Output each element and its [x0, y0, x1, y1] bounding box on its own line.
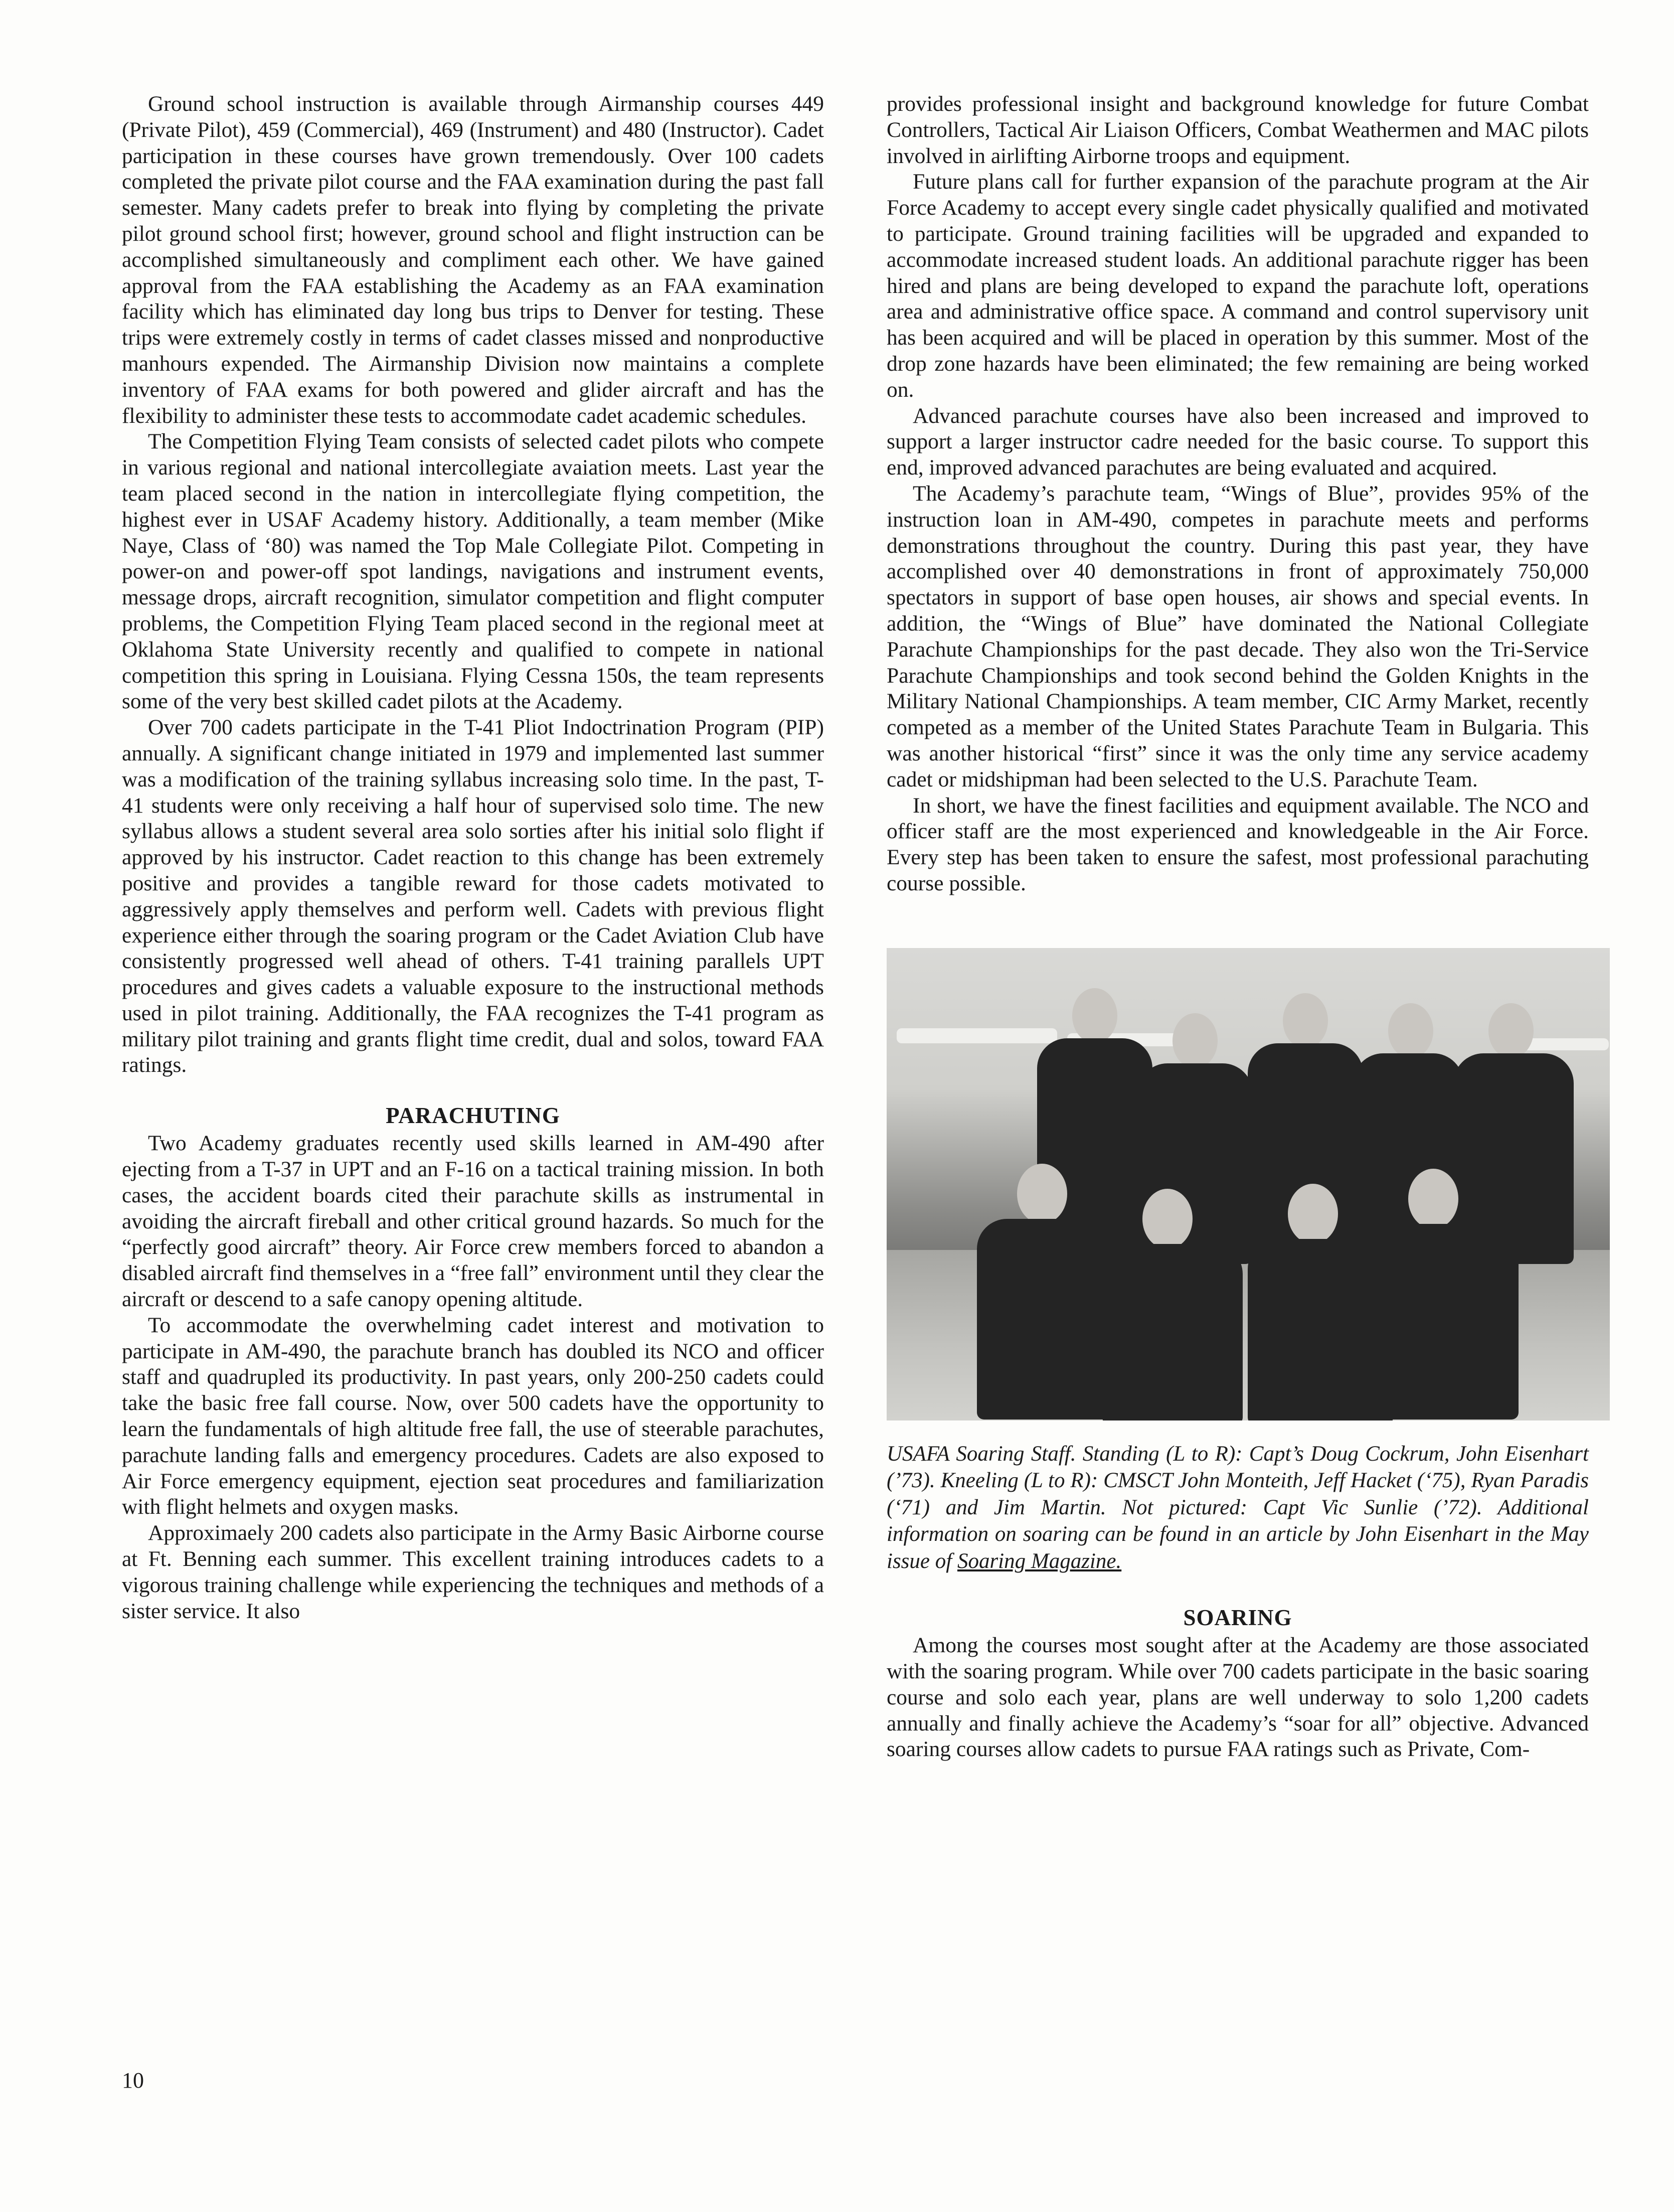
body-paragraph: provides professional insight and background knowledge for future Combat Controllers, Tactical Air Liaison Officers, Combat Weathermen and MAC pilots involved in airlifting Airborne troops and equipment. [887, 92, 1589, 168]
right-column [887, 91, 1589, 1763]
body-paragraph: The Academy’s parachute team, “Wings of Blue”, provides 95% of the instruction loan in AM-490, competes in parachute meets and performs demonstrations throughout the country. During this past year, they have accomplished over 40 demonstrations in front of approximately 750,000 spectators in support of base open houses, air shows and special events. In addition, the “Wings of Blue” have dominated the National Collegiate Parachute Championships for the past decade. They also won the Tri-Service Parachute Championships and took second behind the Golden Knights in the Military National Championships. A team member, CIC Army Market, recently competed as a member of the United States Parachute Team in Bulgaria. This was another historical “first” since it was the only time any service academy cadet or midshipman had been selected to the U.S. Parachute Team. [887, 481, 1589, 792]
magazine-title: Soaring Magazine. [957, 1549, 1122, 1573]
body-paragraph: The Competition Flying Team consists of selected cadet pilots who compete in various regional and national intercollegiate avaiation meets. Last year the team placed second in the nation in intercollegiate flying competition, the highest ever in USAF Academy history. Additionally, a team member (Mike Naye, Class of ‘80) was named the Top Male Collegiate Pilot. Competing in power-on and power-off spot landings, navigations and instrument events, message drops, aircraft recognition, simulator competition and flight computer problems, the Competition Flying Team placed second in the regional meet at Oklahoma State University recently and qualified to compete in national competition this spring in Louisiana. Flying Cessna 150s, the team represents some of the very best skilled cadet pilots at the Academy. [122, 429, 824, 714]
photo-caption [887, 1441, 1589, 1575]
soaring-staff-photo [887, 948, 1610, 1420]
body-paragraph: To accommodate the overwhelming cadet interest and motivation to participate in AM-490, the parachute branch has doubled its NCO and officer staff and quadrupled its productivity. In past years, only 200-250 cadets could take the basic free fall course. Now, over 500 cadets have the opportunity to learn the fundamentals of high altitude free fall, the use of steerable parachutes, parachute landing falls and emergency procedures. Cadets are also exposed to Air Force emergency equipment, ejection seat procedures and familiarization with flight helmets and oxygen masks. [122, 1313, 824, 1519]
body-paragraph: Advanced parachute courses have also been increased and improved to support a larger instructor cadre needed for the basic course. To support this end, improved advanced parachutes are being evaluated and acquired. [887, 403, 1589, 480]
body-paragraph: Ground school instruction is available through Airmanship courses 449 (Private Pilot), 459 (Commercial), 469 (Instrument) and 480 (Instructor). Cadet participation in these courses have grown tremendously. Over 100 cadets completed the private pilot course and the FAA examination during the past fall semester. Many cadets prefer to break into flying by completing the private pilot ground school first; however, ground school and flight instruction can be accomplished simultaneously and compliment each other. We have gained approval from the FAA establishing the Academy as an FAA examination facility which has eliminated day long bus trips to Denver for testing. These trips were extremely costly in terms of cadet classes missed and nonproductive manhours expended. The Airmanship Division now maintains a complete inventory of FAA exams for both powered and glider aircraft and has the flexibility to administer these tests to accommodate cadet academic schedules. [122, 92, 824, 428]
caption-text: USAFA Soaring Staff. Standing (L to R): Capt’s Doug Cockrum, John Eisenhart (’73). Kneeling (L to R): CMSCT John Monteith, Jeff Hacket (‘75), Ryan Paradis (‘71) and Jim Martin. Not pictured: Capt Vic Sunlie (’72). Additional information on soaring can be found in an article by John Eisenhart in the May issue of [887, 1442, 1589, 1573]
page-number: 10 [122, 2068, 144, 2093]
body-paragraph: Approximaely 200 cadets also participate in the Army Basic Airborne course at Ft. Benning each summer. This excellent training introduces cadets to a vigorous training challenge while experiencing the techniques and methods of a sister service. It also [122, 1521, 824, 1623]
body-paragraph: Among the courses most sought after at the Academy are those associated with the soaring program. While over 700 cadets participate in the basic soaring course and solo each year, plans are well underway to solo 1,200 cadets annually and finally achieve the Academy’s “soar for all” objective. Advanced soaring courses allow cadets to pursue FAA ratings such as Private, Com- [887, 1633, 1589, 1762]
body-paragraph: Future plans call for further expansion of the parachute program at the Air Force Academy to accept every single cadet physically qualified and motivated to participate. Ground training facilities will be upgraded and expanded to accommodate increased student loads. An additional parachute rigger has been hired and plans are being developed to expand the parachute loft, operations area and administrative office space. A command and control supervisory unit has been acquired and will be placed in operation by this summer. Most of the drop zone hazards have been eliminated; the few remaining are being worked on. [887, 170, 1589, 402]
body-paragraph: In short, we have the finest facilities and equipment available. The NCO and officer staff are the most experienced and knowledgeable in the Air Force. Every step has been taken to ensure the safest, most professional parachuting course possible. [887, 793, 1589, 895]
glider-plane [897, 1028, 1057, 1043]
soaring-heading: SOARING [1183, 1605, 1292, 1631]
left-column [122, 91, 824, 1624]
body-paragraph: Over 700 cadets participate in the T-41 Pliot Indoctrination Program (PIP) annually. A significant change initiated in 1979 and implemented last summer was a modification of the training syllabus increasing solo time. In the past, T-41 students were only receiving a half hour of supervised solo time. The new syllabus allows a student several area solo sorties after his initial solo flight if approved by his instructor. Cadet reaction to this change has been extremely positive and provides a tangible reward for those cadets motivated to aggressively apply themselves and perform well. Cadets with previous flight experience either through the soaring program or the Cadet Aviation Club have consistently progressed well ahead of others. T-41 training parallels UPT procedures and gives cadets a valuable exposure to the instructional methods used in pilot training. Additionally, the FAA recognizes the T-41 program as military pilot training and grants flight time credit, dual and solos, toward FAA ratings. [122, 715, 824, 1077]
parachuting-heading: PARACHUTING [386, 1103, 560, 1129]
body-paragraph: Two Academy graduates recently used skills learned in AM-490 after ejecting from a T-37 in UPT and an F-16 on a tactical training mission. In both cases, the accident boards cited their parachute skills as instrumental in avoiding the aircraft fireball and other critical ground hazards. So much for the “perfectly good aircraft” theory. Air Force crew members forced to abandon a disabled aircraft find themselves in a “free fall” environment until they clear the aircraft or descend to a safe canopy opening altitude. [122, 1131, 824, 1312]
